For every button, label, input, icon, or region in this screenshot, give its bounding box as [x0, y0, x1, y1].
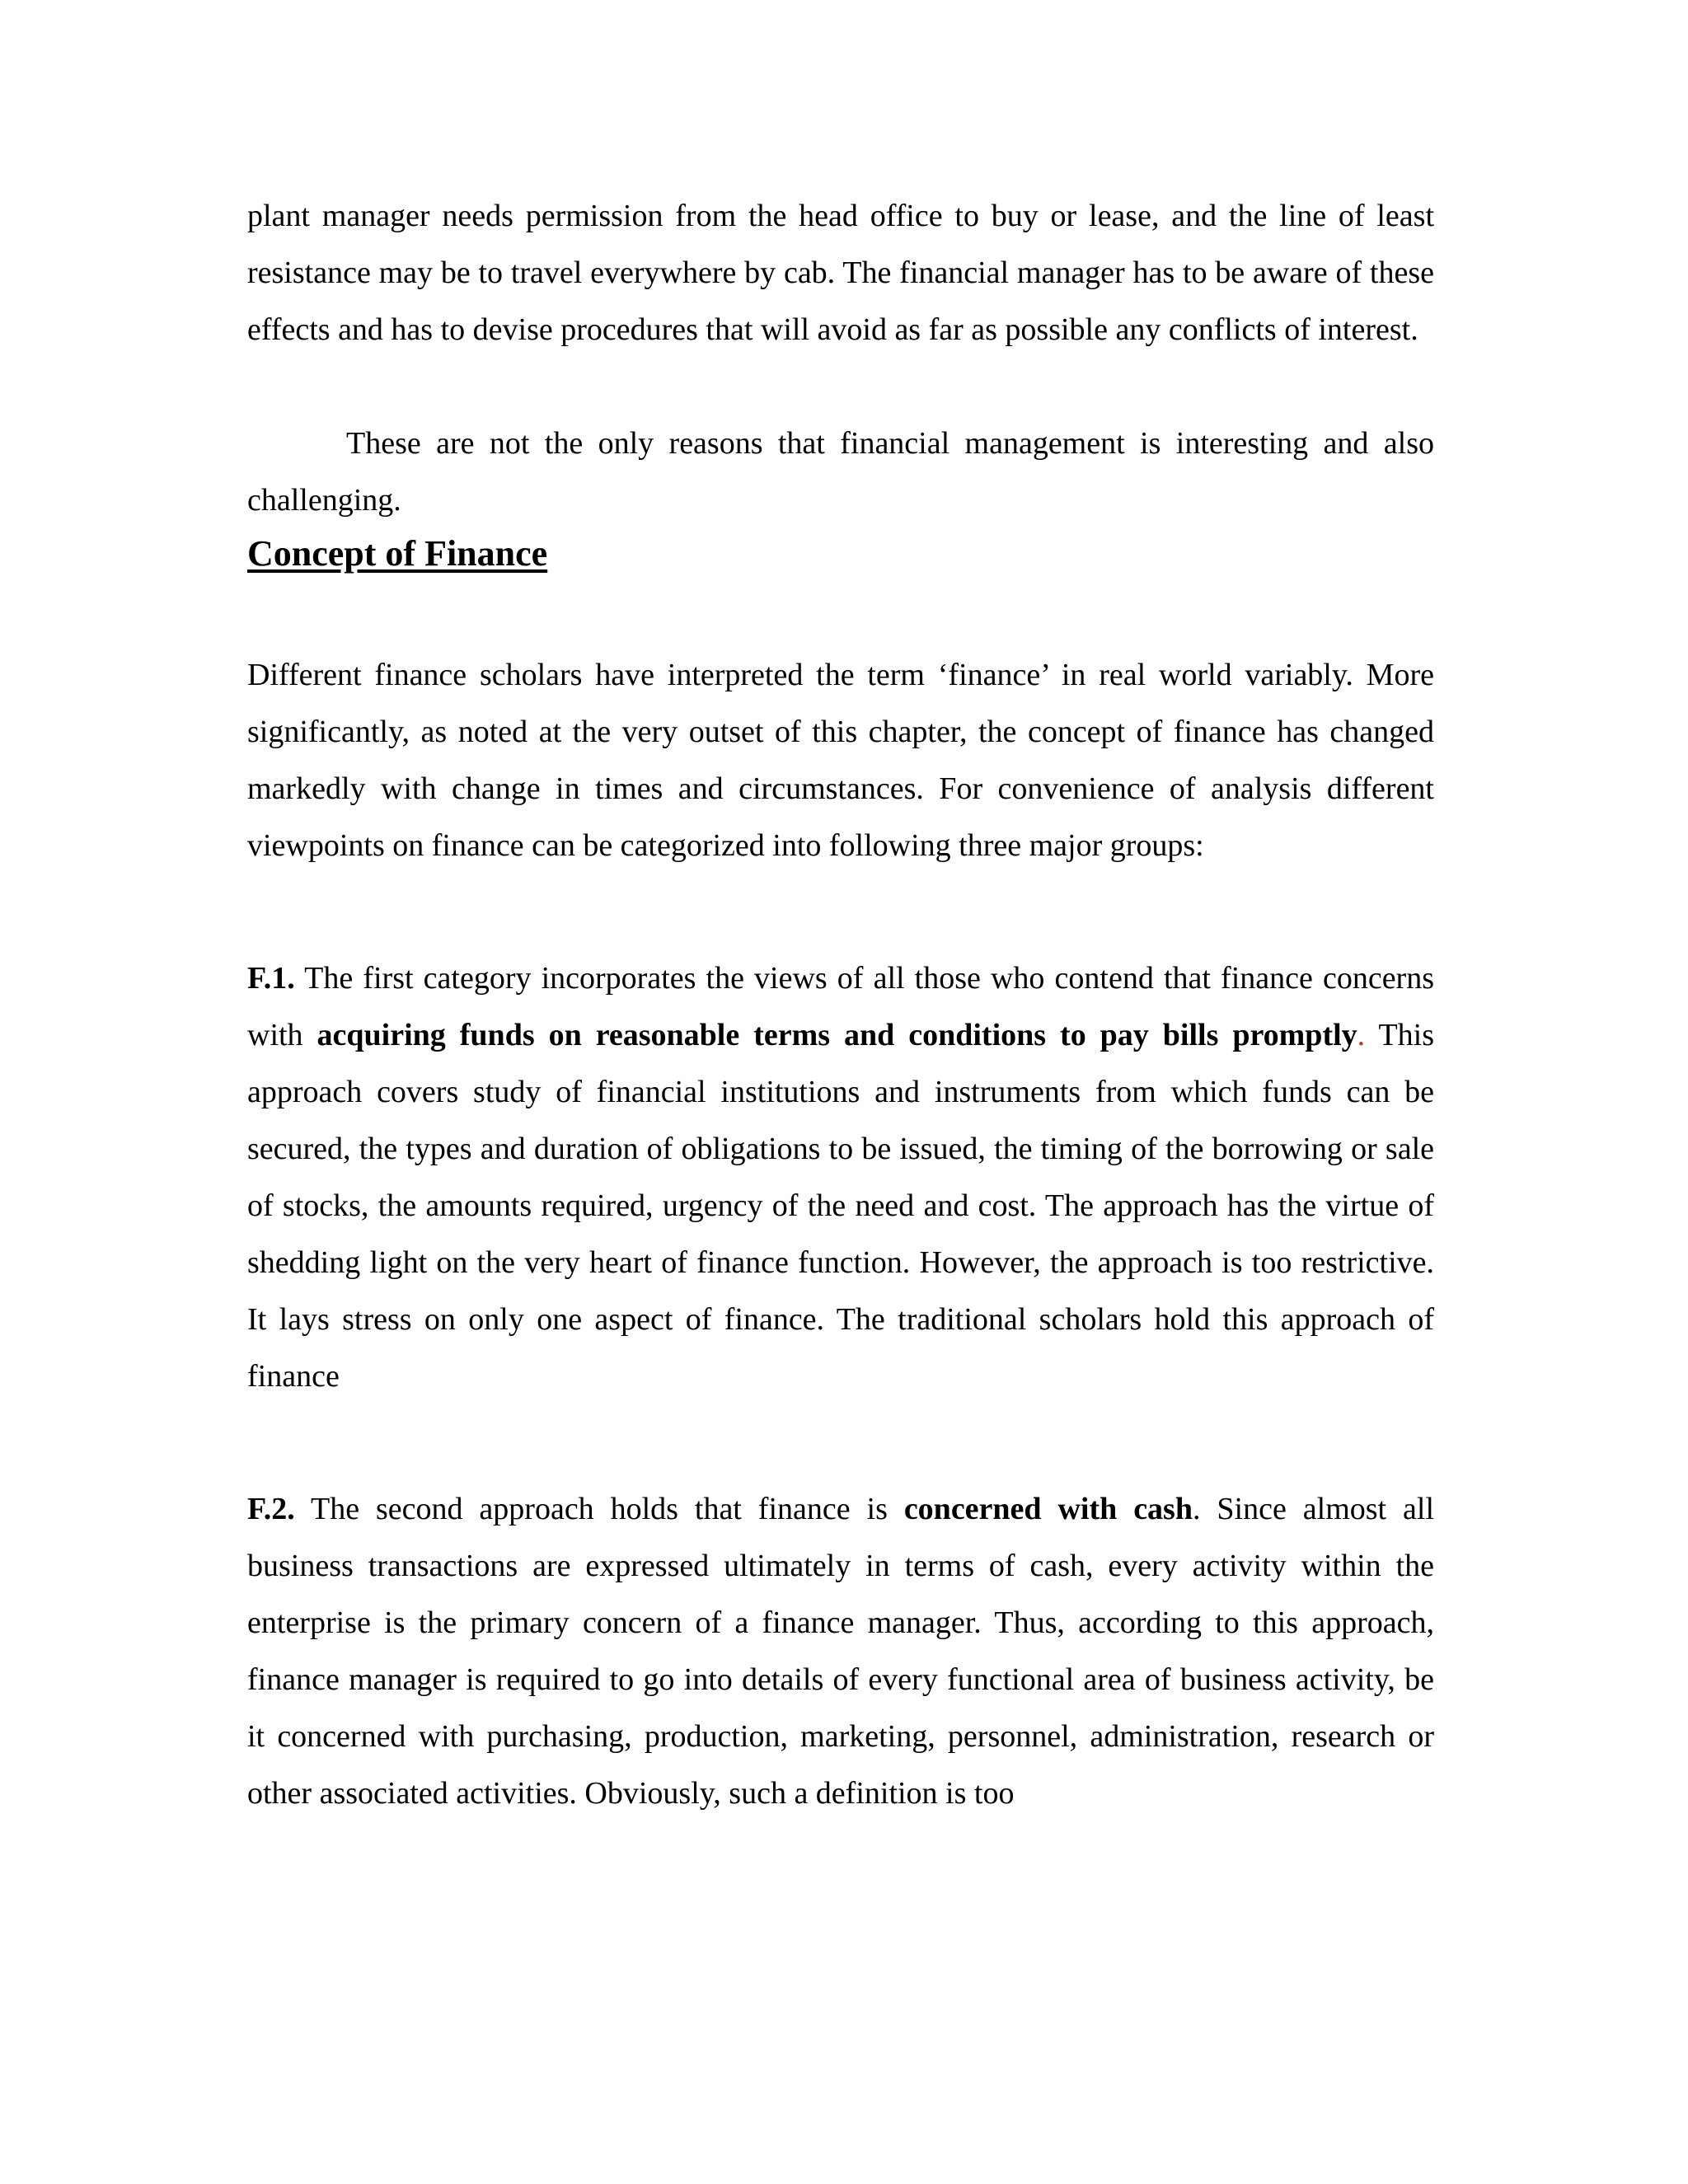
- f1-period: .: [1357, 1018, 1366, 1052]
- paragraph-concept-of-finance: Different finance scholars have interpreted the term ‘finance’ in real world variably. More significantly, as noted at the very outset of this chapter, the concept of finance has changed markedly with change in times and circumstances. For convenience of analysis different viewpoints on finance can be categorized into following three major groups:: [247, 658, 1434, 863]
- f2-label: F.2.: [247, 1492, 295, 1526]
- f2-text-b: . Since almost all business transactions are expressed ultimately in terms of cash, every activity within the enterprise is the primary concern of a finance manager. Thus, according to this approach, finance manager is required to go into details of every functional area of business activity, be it concerned with purchasing, production, marketing, personnel, administration, research or other associated activities. Obviously, such a definition is too: [247, 1492, 1435, 1811]
- f1-label: F.1.: [247, 961, 295, 996]
- paragraph-plant-manager: plant manager needs permission from the head office to buy or lease, and the line of least resistance may be to travel everywhere by cab. The financial manager has to be aware of these effects and has to devise procedures that will avoid as far as possible any conflicts of interest.: [247, 199, 1434, 347]
- section-heading: Concept of Finance: [247, 533, 548, 574]
- paragraph-reasons: These are not the only reasons that financial management is interesting and also challenging.: [247, 426, 1434, 518]
- f1-text-b: This approach covers study of financial institutions and instruments from which funds can be secured, the types and duration of obligations to be issued, the timing of the borrowing or sale of stocks, the amounts required, urgency of the need and cost. The approach has the virtue of shedding light on the very heart of finance function. However, the approach is too restrictive. It lays stress on only one aspect of finance. The traditional scholars hold this approach of finance: [247, 1018, 1435, 1394]
- paragraph-f2: [247, 1481, 1434, 1822]
- f1-bold-text: acquiring funds on reasonable terms and conditions to pay bills promptly: [316, 1018, 1357, 1052]
- f1-text-a: The first category incorporates the views of all those who contend that finance concerns with: [247, 961, 1434, 1052]
- document-page: [247, 188, 1434, 1822]
- f2-text-a: The second approach holds that finance is: [294, 1492, 904, 1526]
- paragraph-f1: [247, 950, 1434, 1405]
- f2-bold-text: concerned with cash: [903, 1492, 1193, 1526]
